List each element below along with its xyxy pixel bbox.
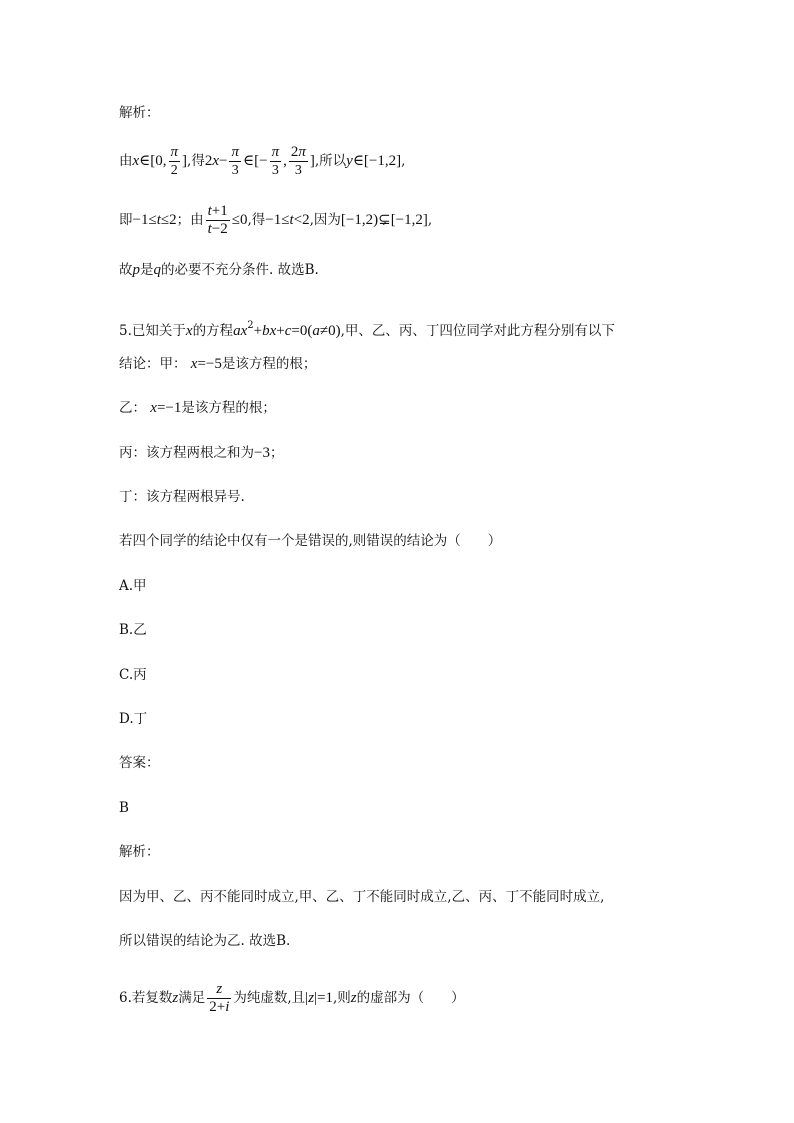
solution-conclusion-2: 所以错误的结论为乙. 故选B. (119, 933, 291, 949)
solution-line-range-x: 由x∈[0, $\frac{\pi}{2}$ ],得2x− $\frac{\pi}{3}$ ∈[− $\frac{\pi}{3}$ , $\frac{2\pi}{3}$ ],所以y∈[−1,2], (119, 144, 406, 178)
statement-yi: 乙： x=−1是该方程的根； (119, 400, 276, 416)
solution-heading-2: 解析： (119, 844, 160, 860)
solution-heading-1: 解析： (119, 105, 160, 121)
question-5-stem: 5.已知关于x的方程$ax^2+bx+c=0(a\ne 0)$,甲、乙、丙、丁四位同学对此方程分别有以下 (119, 320, 615, 339)
option-d: D.丁 (119, 711, 148, 727)
solution-reasoning: 因为甲、乙、丙不能同时成立,甲、乙、丁不能同时成立,乙、丙、丁不能同时成立, (119, 889, 605, 905)
answer-heading: 答案： (119, 755, 160, 771)
answer-value: B (119, 800, 129, 816)
option-a: A.甲 (119, 578, 147, 594)
solution-line-range-t: 即−1≤t≤2；由 $\frac{t+1}{t-2}$ ≤0,得−1≤t<2,因为[−1,2)⊊[−1,2], (119, 203, 433, 237)
option-c: C.丙 (119, 667, 147, 683)
option-b: B.乙 (119, 622, 147, 638)
statement-ding: 丁：该方程两根异号. (119, 489, 245, 505)
statement-bing: 丙：该方程两根之和为−3； (119, 445, 284, 461)
question-6-stem: 6.若复数z满足 $\frac{z}{2+i}$ 为纯虚数,且|z|=1,则z的虚部为（ ） (119, 981, 465, 1015)
solution-conclusion-1: 故p是q的必要不充分条件. 故选B. (119, 262, 319, 278)
question-5-prompt: 若四个同学的结论中仅有一个是错误的,则错误的结论为（ ） (119, 533, 502, 549)
statement-jia: 结论：甲： x=−5是该方程的根； (119, 356, 317, 372)
